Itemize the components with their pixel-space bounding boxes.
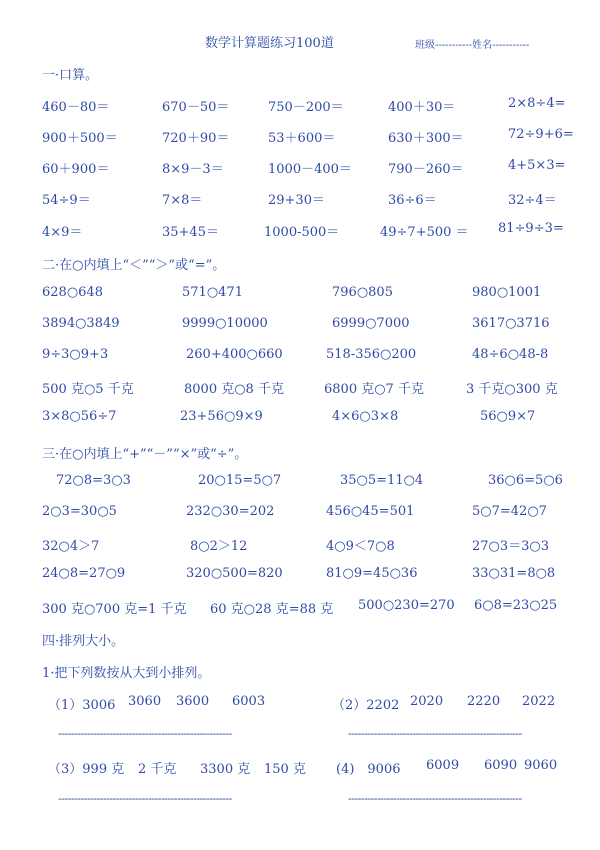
section2-problem: 3×8○56÷7 xyxy=(42,409,117,424)
section3-problem: 320○500=820 xyxy=(186,566,283,581)
section1-problem: 790－260＝ xyxy=(388,162,464,177)
section-1-heading: 一·口算。 xyxy=(42,68,99,83)
section3-problem: 35○5=11○4 xyxy=(340,473,424,488)
section3-problem: 60 克○28 克=88 克 xyxy=(210,602,334,617)
section3-problem: 5○7=42○7 xyxy=(472,504,547,519)
ordering-number: 2022 xyxy=(522,694,556,709)
section1-problem: 36÷6＝ xyxy=(388,193,437,208)
section3-problem: 72○8=3○3 xyxy=(56,473,131,488)
ordering-number: （3）999 克 xyxy=(48,762,125,777)
ordering-number: 6090 xyxy=(484,758,518,773)
section3-problem: 20○15=5○7 xyxy=(198,473,282,488)
section1-problem: 60＋900＝ xyxy=(42,162,110,177)
section2-problem: 8000 克○8 千克 xyxy=(184,382,284,397)
section3-problem: 27○3＝3○3 xyxy=(472,539,550,554)
section2-problem: 260+400○660 xyxy=(186,347,283,362)
section2-problem: 628○648 xyxy=(42,285,103,300)
ordering-number: 150 克 xyxy=(264,762,306,777)
section3-problem: 6○8=23○25 xyxy=(474,598,558,613)
ordering-number: （1）3006 xyxy=(48,698,116,713)
ordering-number: 6009 xyxy=(426,758,460,773)
section-3-heading: 三·在○内填上“+”“－”“×”或“÷”。 xyxy=(42,447,248,462)
section1-problem: 1000－400＝ xyxy=(268,162,352,177)
section1-problem: 53＋600＝ xyxy=(268,131,336,146)
ordering-number: 3600 xyxy=(176,694,210,709)
section2-problem: 3 千克○300 克 xyxy=(466,382,558,397)
section2-problem: 500 克○5 千克 xyxy=(42,382,134,397)
section3-problem: 33○31=8○8 xyxy=(472,566,556,581)
section2-problem: 3894○3849 xyxy=(42,316,120,331)
section1-problem: 670－50＝ xyxy=(162,100,230,115)
section-4-heading: 四·排列大小。 xyxy=(42,634,125,649)
section1-problem: 54÷9＝ xyxy=(42,193,91,208)
ordering-number: （2）2202 xyxy=(332,698,400,713)
ordering-number: 2020 xyxy=(410,694,444,709)
section1-problem: 32÷4＝ xyxy=(508,193,557,208)
section2-problem: 980○1001 xyxy=(472,285,542,300)
section1-problem: 2×8÷4= xyxy=(508,96,566,111)
section1-problem: 460－80＝ xyxy=(42,100,110,115)
section3-problem: 4○9＜7○8 xyxy=(326,539,395,554)
section1-problem: 400＋30＝ xyxy=(388,100,456,115)
section2-problem: 23+56○9×9 xyxy=(180,409,263,424)
ordering-number: (4) 9006 xyxy=(336,762,401,777)
section3-problem: 2○3=30○5 xyxy=(42,504,117,519)
ordering-number: 2 千克 xyxy=(138,762,177,777)
page-title: 数学计算题练习100道 xyxy=(205,36,334,51)
section1-problem: 49÷7+500 ＝ xyxy=(380,225,469,240)
section1-problem: 35+45＝ xyxy=(162,225,219,240)
answer-blank-line: ------------------------------------------------------ xyxy=(58,792,232,805)
section2-problem: 56○9×7 xyxy=(480,409,536,424)
section-2-heading: 二·在○内填上“＜”“＞”或“=”。 xyxy=(42,258,226,273)
section3-problem: 8○2＞12 xyxy=(190,539,248,554)
section1-problem: 4×9＝ xyxy=(42,225,83,240)
section1-problem: 7×8＝ xyxy=(162,193,203,208)
section1-problem: 720＋90＝ xyxy=(162,131,230,146)
section2-problem: 6800 克○7 千克 xyxy=(324,382,424,397)
section2-problem: 48÷6○48-8 xyxy=(472,347,549,362)
section1-problem: 1000-500＝ xyxy=(264,225,340,240)
section1-problem: 750－200＝ xyxy=(268,100,344,115)
answer-blank-line: ------------------------------------------------------ xyxy=(58,727,232,740)
section2-problem: 571○471 xyxy=(182,285,243,300)
answer-blank-line: ------------------------------------------------------ xyxy=(348,727,522,740)
section3-problem: 456○45=501 xyxy=(326,504,415,519)
section3-problem: 32○4＞7 xyxy=(42,539,100,554)
ordering-number: 3300 克 xyxy=(200,762,251,777)
ordering-number: 9060 xyxy=(524,758,558,773)
section1-problem: 630＋300＝ xyxy=(388,131,464,146)
section3-problem: 300 克○700 克=1 千克 xyxy=(42,602,187,617)
ordering-number: 6003 xyxy=(232,694,266,709)
section1-problem: 29+30＝ xyxy=(268,193,325,208)
section3-problem: 81○9=45○36 xyxy=(326,566,418,581)
section-4-subheading: 1·把下列数按从大到小排列。 xyxy=(42,666,211,681)
section3-problem: 24○8=27○9 xyxy=(42,566,126,581)
ordering-number: 2220 xyxy=(467,694,501,709)
section2-problem: 6999○7000 xyxy=(332,316,410,331)
section2-problem: 796○805 xyxy=(332,285,393,300)
section2-problem: 9÷3○9+3 xyxy=(42,347,109,362)
answer-blank-line: ------------------------------------------------------ xyxy=(348,792,522,805)
section3-problem: 232○30=202 xyxy=(186,504,275,519)
section1-problem: 72÷9+6= xyxy=(508,127,574,142)
ordering-number: 3060 xyxy=(128,694,162,709)
section1-problem: 900＋500＝ xyxy=(42,131,118,146)
section2-problem: 518-356○200 xyxy=(326,347,417,362)
section1-problem: 81÷9÷3= xyxy=(498,221,564,236)
section3-problem: 36○6=5○6 xyxy=(488,473,563,488)
section1-problem: 8×9－3＝ xyxy=(162,162,224,177)
class-name-field: 班级-----------姓名----------- xyxy=(415,40,530,51)
section2-problem: 4×6○3×8 xyxy=(332,409,399,424)
section2-problem: 9999○10000 xyxy=(182,316,268,331)
section1-problem: 4+5×3= xyxy=(508,158,566,173)
section2-problem: 3617○3716 xyxy=(472,316,550,331)
section3-problem: 500○230=270 xyxy=(358,598,455,613)
